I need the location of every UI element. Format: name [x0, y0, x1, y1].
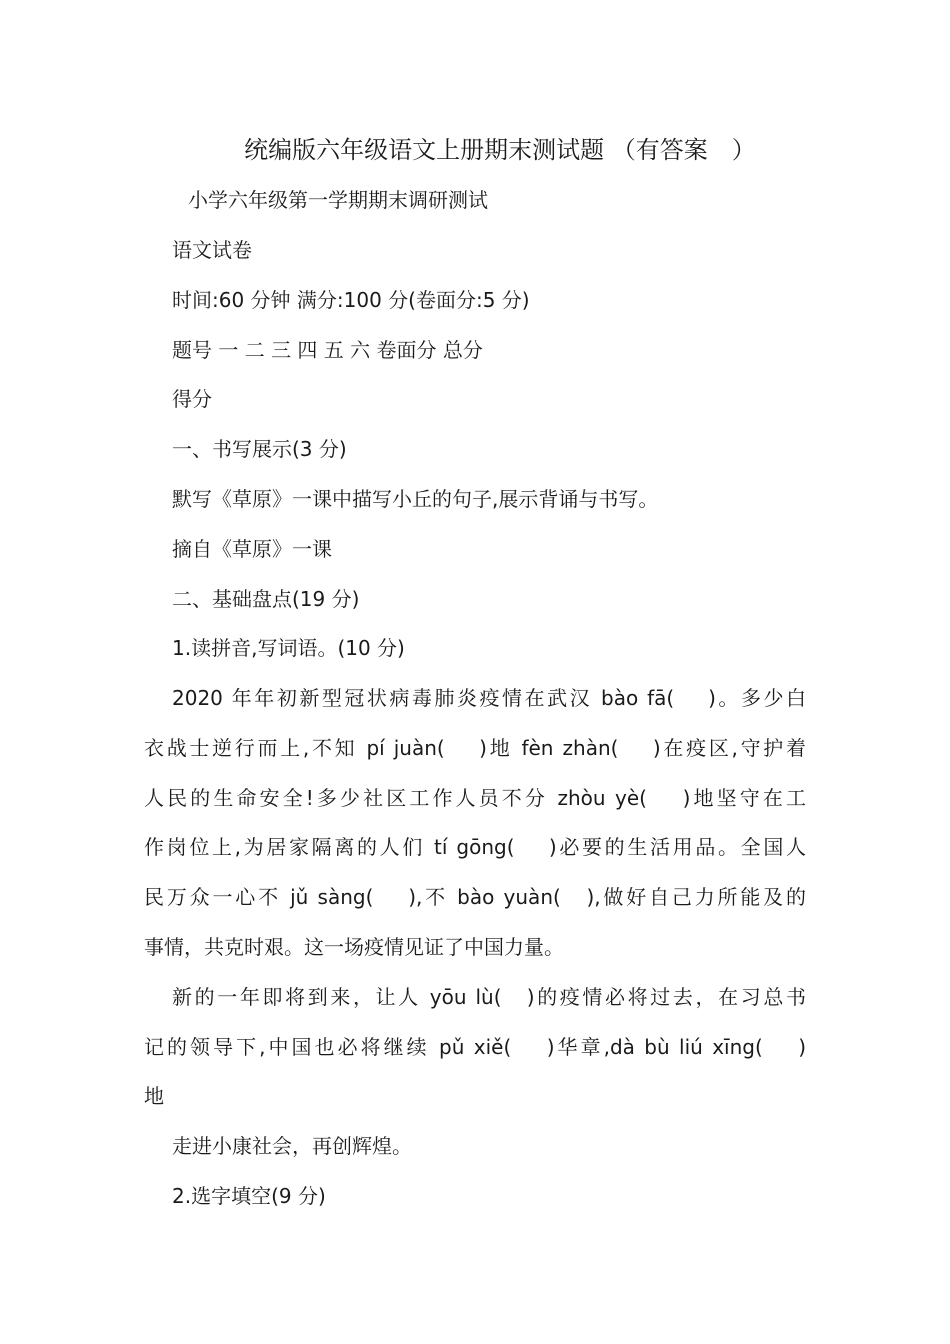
- section2-heading: 二、基础盘点(19 分): [172, 587, 360, 611]
- document-title: 统编版六年级语文上册期末测试题 （有答案 ）: [244, 136, 756, 164]
- passage1-line: 人民的生命安全!多少社区工作人员不分 zhòu yè( )地坚守在工: [144, 786, 806, 810]
- section1-heading: 一、书写展示(3 分): [172, 437, 347, 461]
- passage3-line: 走进小康社会，再创辉煌。: [172, 1134, 412, 1158]
- passage2-line: 记的领导下,中国也必将继续 pǔ xiě( )华章,dà bù liú xīng( ): [144, 1035, 806, 1059]
- section1-instruction: 默写《草原》一课中描写小丘的句子,展示背诵与书写。: [172, 487, 659, 511]
- exam-subject: 语文试卷: [172, 238, 252, 262]
- score-table-header: 题号 一 二 三 四 五 六 卷面分 总分: [172, 338, 483, 362]
- time-info: 时间:60 分钟 满分:100 分(卷面分:5 分): [172, 288, 530, 312]
- section1-source: 摘自《草原》一课: [172, 537, 332, 561]
- score-row-label: 得分: [172, 387, 212, 411]
- passage2-line: 地: [144, 1084, 164, 1108]
- passage1-line: 事情，共克时艰。这一场疫情见证了中国力量。: [144, 935, 564, 959]
- exam-subtitle: 小学六年级第一学期期末调研测试: [188, 188, 488, 212]
- passage1-line: 2020 年年初新型冠状病毒肺炎疫情在武汉 bào fā( )。多少白: [172, 686, 806, 710]
- question2-heading: 2.选字填空(9 分): [172, 1184, 326, 1208]
- question1-heading: 1.读拼音,写词语。(10 分): [172, 636, 405, 660]
- passage2-line: 新的一年即将到来，让人 yōu lù( )的疫情必将过去，在习总书: [172, 985, 806, 1009]
- passage1-line: 作岗位上,为居家隔离的人们 tí gōng( )必要的生活用品。全国人: [144, 835, 806, 859]
- passage1-line: 民万众一心不 jǔ sàng( ),不 bào yuàn( ),做好自己力所能及的: [144, 885, 806, 909]
- passage1-line: 衣战士逆行而上,不知 pí juàn( )地 fèn zhàn( )在疫区,守护着: [144, 736, 806, 760]
